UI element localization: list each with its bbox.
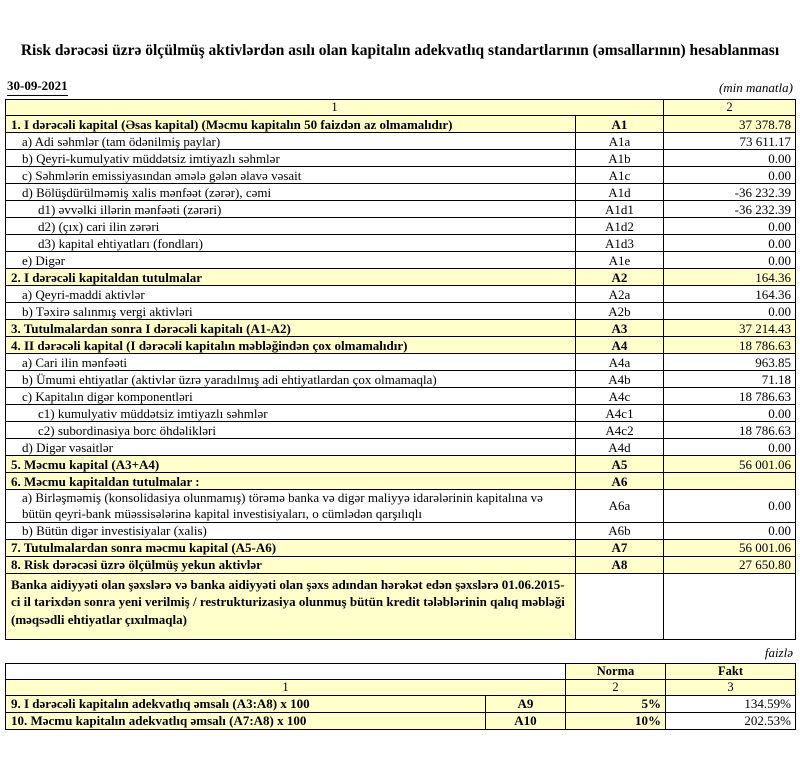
table-row (6, 252, 796, 269)
row-code: A6b (576, 522, 664, 539)
table-row (6, 456, 796, 473)
ratio-row (6, 712, 796, 729)
row-code: A8 (576, 556, 664, 573)
row-code: A1d (576, 184, 664, 201)
row-value: 0.00 (664, 252, 796, 269)
row-value: 37 214.43 (664, 320, 796, 337)
norma-header: Norma (566, 663, 666, 679)
table2-col2-header: 2 (566, 679, 666, 695)
table-row (6, 133, 796, 150)
table-row (6, 116, 796, 133)
table2-blank-header (6, 663, 566, 679)
row-value: 56 001.06 (664, 539, 796, 556)
row-value: 56 001.06 (664, 456, 796, 473)
row-value: 0.00 (664, 167, 796, 184)
row-value: 73 611.17 (664, 133, 796, 150)
row-code: A4c1 (576, 405, 664, 422)
table-row (6, 439, 796, 456)
page-title: Risk dərəcəsi üzrə ölçülmüş aktivlərdən asılı olan kapitalın adekvatlıq standartlarının (əmsallarının) hesablanması (20, 42, 780, 59)
table1-col1-header: 1 (6, 100, 664, 116)
ratios-table-body (6, 695, 796, 729)
row-value: 0.00 (664, 439, 796, 456)
row-code: A1 (576, 116, 664, 133)
report-date: 30-09-2021 (7, 78, 68, 96)
row-code: A1a (576, 133, 664, 150)
ratio-code: A10 (486, 712, 566, 729)
table-row (6, 201, 796, 218)
row-code: A2 (576, 269, 664, 286)
table-row (6, 422, 796, 439)
row-value: 0.00 (664, 218, 796, 235)
row-label: a) Qeyri-maddi aktivlər (6, 286, 576, 303)
row-value: -36 232.39 (664, 201, 796, 218)
row-label: Banka aidiyyəti olan şəxslərə və banka aidiyyəti olan şəxs adından hərəkət edən şəxslərə 01.06.2015-ci il tarixdən sonra yeni verilmiş / restrukturizasiya olunmuş bütün kredit tələblərinin qalıq məbləği (məqsədli ehtiyatlar çıxılmaqla) (6, 573, 576, 639)
unit-note: (min manatla) (718, 80, 793, 96)
row-label: 3. Tutulmalardan sonra I dərəcəli kapitalı (A1-A2) (6, 320, 576, 337)
table-row (6, 556, 796, 573)
row-label: c2) subordinasiya borc öhdəlikləri (6, 422, 576, 439)
percent-note: faizlə (764, 644, 793, 660)
row-code: A4b (576, 371, 664, 388)
capital-adequacy-table (5, 99, 796, 639)
table-row (6, 573, 796, 639)
ratio-label: 9. I dərəcəli kapitalın adekvatlıq əmsalı (A3:A8) x 100 (6, 695, 486, 712)
row-label: a) Birləşməmiş (konsolidasiya olunmamış) törəmə banka və digər maliyyə idarələrinin kapitalına və bütün qeyri-bank müəssisələrinə kapital investisiyaları, o cümlədən qarşılıqlı (6, 490, 576, 522)
row-label: 6. Məcmu kapitaldan tutulmalar : (6, 473, 576, 490)
ratio-code: A9 (486, 695, 566, 712)
row-label: d) Bölüşdürülməmiş xalis mənfəət (zərər), cəmi (6, 184, 576, 201)
row-label: d2) (çıx) cari ilin zərəri (6, 218, 576, 235)
row-value: 164.36 (664, 269, 796, 286)
row-value: -36 232.39 (664, 184, 796, 201)
row-label: d) Digər vəsaitlər (6, 439, 576, 456)
row-value: 18 786.63 (664, 337, 796, 354)
row-value: 18 786.63 (664, 422, 796, 439)
ratio-fakt: 134.59% (666, 695, 796, 712)
row-value: 18 786.63 (664, 388, 796, 405)
fakt-header: Fakt (666, 663, 796, 679)
table1-col2-header: 2 (664, 100, 796, 116)
row-label: 8. Risk dərəcəsi üzrə ölçülmüş yekun aktivlər (6, 556, 576, 573)
row-code: A1e (576, 252, 664, 269)
row-code: A4d (576, 439, 664, 456)
row-label: b) Qeyri-kumulyativ müddətsiz imtiyazlı səhmlər (6, 150, 576, 167)
row-code: A2b (576, 303, 664, 320)
row-label: b) Bütün digər investisiyalar (xalis) (6, 522, 576, 539)
table-row (6, 269, 796, 286)
row-label: c) Səhmlərin emissiyasından əmələ gələn əlavə vəsait (6, 167, 576, 184)
table-row (6, 303, 796, 320)
ratio-norma: 5% (566, 695, 666, 712)
table2-colnum-row (6, 679, 796, 695)
table-row (6, 320, 796, 337)
meta-row (5, 78, 795, 96)
table-row (6, 490, 796, 522)
row-code: A1d1 (576, 201, 664, 218)
row-code: A4a (576, 354, 664, 371)
row-label: d3) kapital ehtiyatları (fondları) (6, 235, 576, 252)
row-value: 0.00 (664, 150, 796, 167)
table-row (6, 150, 796, 167)
row-value (664, 573, 796, 639)
row-code: A1c (576, 167, 664, 184)
row-label: 2. I dərəcəli kapitaldan tutulmalar (6, 269, 576, 286)
ratio-row (6, 695, 796, 712)
row-value (664, 473, 796, 490)
row-value: 0.00 (664, 235, 796, 252)
table-row (6, 337, 796, 354)
row-label: 1. I dərəcəli kapital (Əsas kapital) (Məcmu kapitalın 50 faizdən az olmamalıdır) (6, 116, 576, 133)
row-label: c) Kapitalın digər komponentləri (6, 388, 576, 405)
row-label: 5. Məcmu kapital (A3+A4) (6, 456, 576, 473)
row-code: A1d3 (576, 235, 664, 252)
table2-col3-header: 3 (666, 679, 796, 695)
row-code: A4c2 (576, 422, 664, 439)
capital-table-body (6, 116, 796, 639)
row-label: c1) kumulyativ müddətsiz imtiyazlı səhmlər (6, 405, 576, 422)
ratio-label: 10. Məcmu kapitalın adekvatlıq əmsalı (A7:A8) x 100 (6, 712, 486, 729)
row-label: b) Təxirə salınmış vergi aktivləri (6, 303, 576, 320)
row-code: A6 (576, 473, 664, 490)
row-code: A5 (576, 456, 664, 473)
row-label: 4. II dərəcəli kapital (I dərəcəli kapitalın məbləğindən çox olmamalıdır) (6, 337, 576, 354)
table-row (6, 473, 796, 490)
table-row (6, 235, 796, 252)
table-row (6, 218, 796, 235)
table-row (6, 184, 796, 201)
adequacy-ratios-table (5, 663, 796, 730)
table-row (6, 167, 796, 184)
row-label: d1) əvvəlki illərin mənfəəti (zərəri) (6, 201, 576, 218)
row-value: 37 378.78 (664, 116, 796, 133)
table-row (6, 354, 796, 371)
row-value: 0.00 (664, 405, 796, 422)
row-code: A6a (576, 490, 664, 522)
row-value: 0.00 (664, 303, 796, 320)
table1-header-row (6, 100, 796, 116)
table-row (6, 522, 796, 539)
row-value: 164.36 (664, 286, 796, 303)
row-label: e) Digər (6, 252, 576, 269)
row-code (576, 573, 664, 639)
row-value: 71.18 (664, 371, 796, 388)
row-label: 7. Tutulmalardan sonra məcmu kapital (A5-A6) (6, 539, 576, 556)
row-label: a) Adi səhmlər (tam ödənilmiş paylar) (6, 133, 576, 150)
row-code: A7 (576, 539, 664, 556)
ratio-fakt: 202.53% (666, 712, 796, 729)
row-code: A4c (576, 388, 664, 405)
row-code: A3 (576, 320, 664, 337)
row-code: A1b (576, 150, 664, 167)
row-value: 27 650.80 (664, 556, 796, 573)
row-code: A4 (576, 337, 664, 354)
row-label: a) Cari ilin mənfəəti (6, 354, 576, 371)
table-row (6, 388, 796, 405)
table2-header-row (6, 663, 796, 679)
table-row (6, 371, 796, 388)
row-value: 0.00 (664, 522, 796, 539)
ratio-norma: 10% (566, 712, 666, 729)
row-code: A1d2 (576, 218, 664, 235)
row-value: 963.85 (664, 354, 796, 371)
table-row (6, 286, 796, 303)
table2-col1-header: 1 (6, 679, 566, 695)
row-label: b) Ümumi ehtiyatlar (aktivlər üzrə yaradılmış adi ehtiyatlardan çox olmamaqla) (6, 371, 576, 388)
row-code: A2a (576, 286, 664, 303)
row-value: 0.00 (664, 490, 796, 522)
table-row (6, 405, 796, 422)
table-row (6, 539, 796, 556)
